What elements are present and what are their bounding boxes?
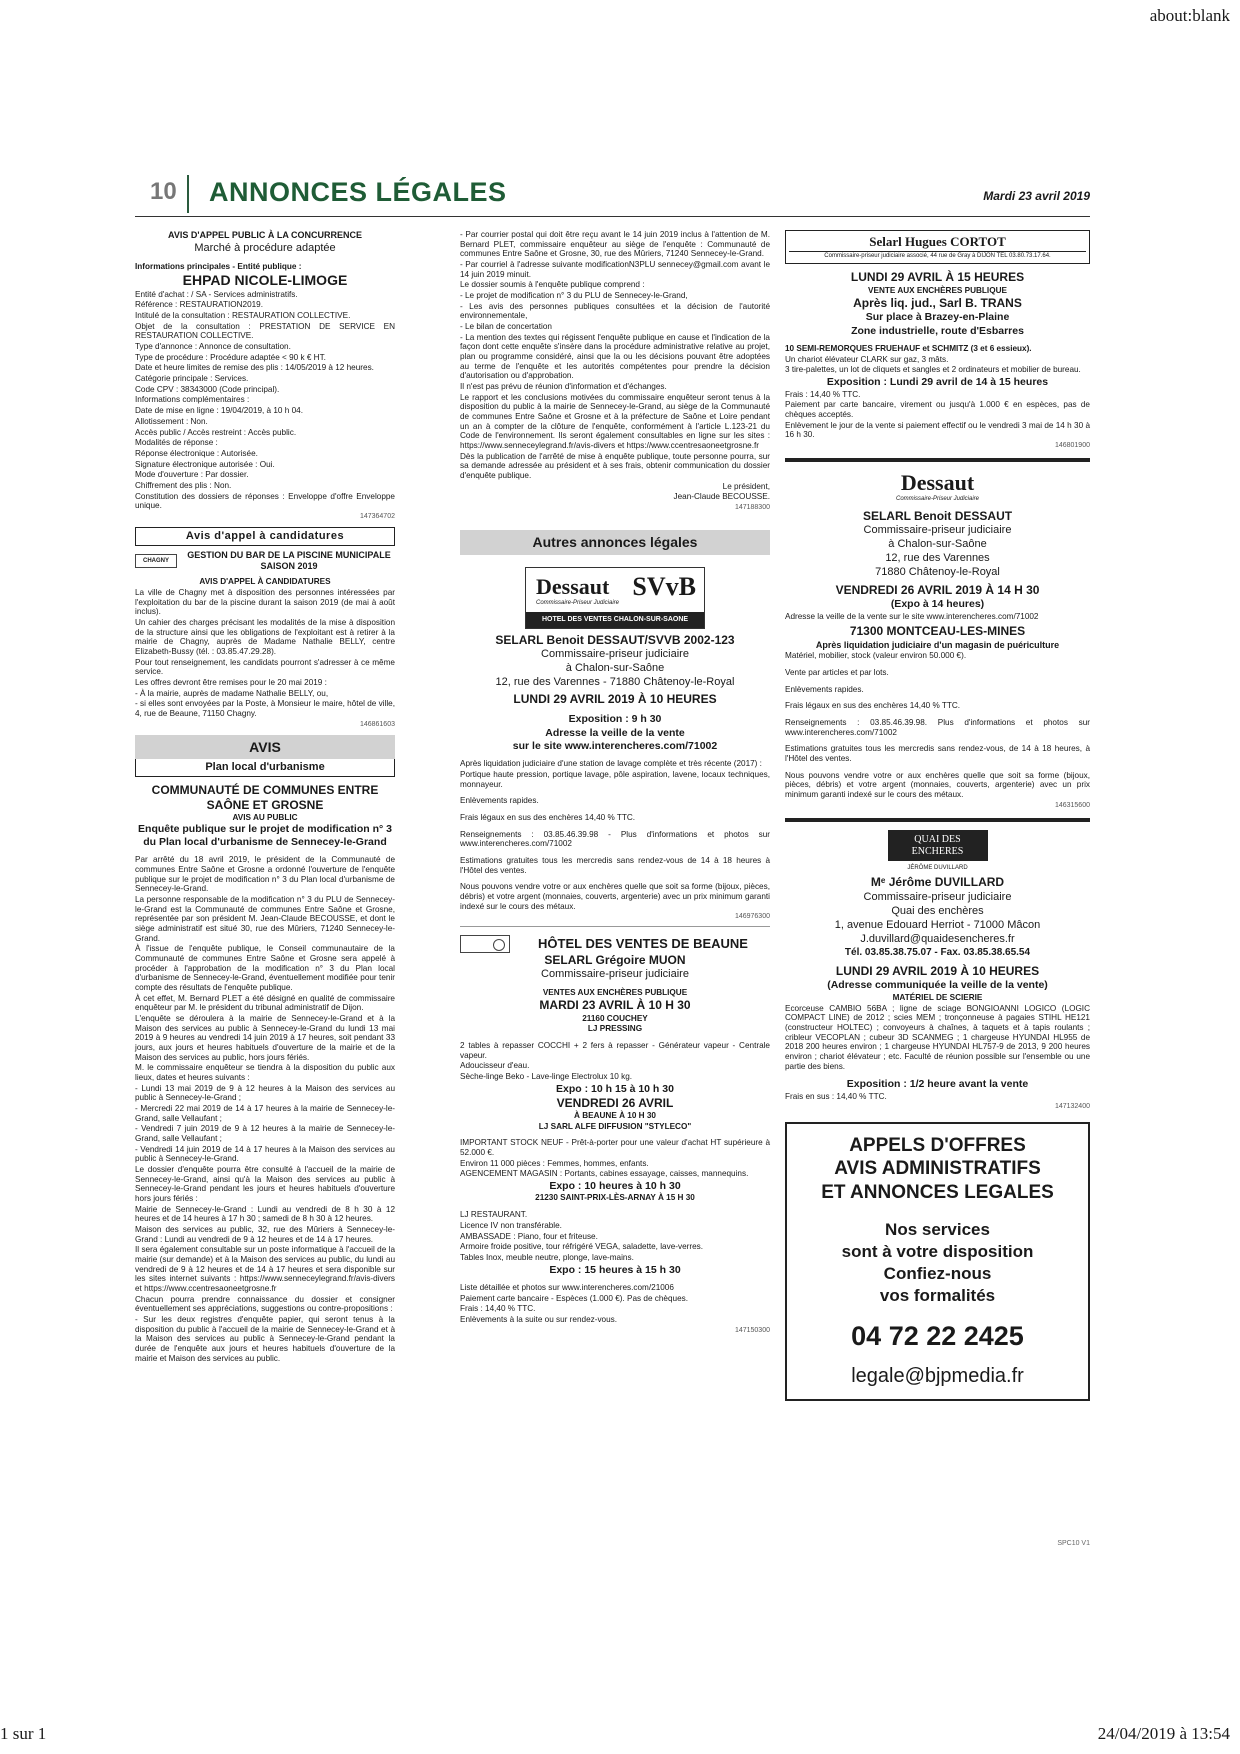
ad-paragraph: À l'issue de l'enquête publique, le Conseil communautaire de la Communauté de communes Entre Saône et Grosne sera appelé à procéder à l'approbation de la modification n° 3 du Plan local d'urbanisme de Sennecey-le-Grand, éventuellement modifiée pour tenir compte des résultats de l'enquête publique. (135, 944, 395, 992)
ad-paragraph: La ville de Chagny met à disposition des personnes intéressées par l'exploitation du bar de la piscine durant la saison 2019 (de mai à août inclus). (135, 587, 395, 617)
ad-reference: 146861603 (359, 720, 395, 728)
ad-paragraph: M. le commissaire enquêteur se tiendra à la disposition du public aux lieux, dates et heures suivants : (135, 1063, 395, 1082)
issue-date: Mardi 23 avril 2019 (983, 189, 1090, 203)
ad-paragraph: Frais en sus : 14,40 % TTC. (785, 1091, 887, 1101)
advert-line: vos formalités (879, 1286, 996, 1306)
column-3 (785, 230, 1090, 1401)
ad-reference: 147132400 (1054, 1103, 1090, 1111)
bjp-advert (785, 1122, 1090, 1401)
ad-paragraph: - Vendredi 7 juin 2019 de 9 à 12 heures à la mairie de Sennecey-le-Grand, salle Vellaufant ; (135, 1124, 395, 1143)
ad-paragraph: Enlèvement le jour de la vente si paiement effectif ou le vendredi 3 mai de 14 h 30 à 16 h 30. (785, 420, 1090, 440)
section-bar-avis: AVIS (135, 735, 395, 760)
ad-line: Informations complémentaires : (135, 395, 250, 405)
auctioneer-address: 12, rue des Varennes (885, 552, 990, 565)
ad-paragraph: Ecorceuse CAMBIO 56BA ; ligne de sciage BONGIOANNI LOGICO (LOGIC COMPACT LINE) de 2012 ; scies MEM ; tronçonneuse à pagaies STIHL HE121 (constructeur HOLTEC) ; convoyeurs à chaînes, à taquets et à tapis roulants ; cribleur VECOPLAN ; cubeur 3D SCANMEG ; 1 chargeuse HYUNDAI HL955 de 2018 200 heures environ ; 1 chargeuse HYUNDAI HL757-9 de 2013, 9 200 heures environ ; chariot élévateur ; etc. Faculté de réunion possible sur l'ensemble ou une partie des biens. (785, 1003, 1090, 1071)
cortot-header (785, 230, 1090, 264)
chagny-header (135, 550, 395, 571)
auctioneer-city: à Chalon-sur-Saône (565, 662, 665, 675)
ad-subtitle: AVIS D'APPEL À CANDIDATURES (199, 577, 331, 587)
ad-paragraph: - si elles sont envoyées par la Poste, à Monsieur le maire, hôtel de ville, 4, rue de Beaune, 71150 Chagny. (135, 699, 395, 719)
ad-paragraph: Renseignements : 03.85.46.39.98 - Plus d'informations et photos sur www.interencheres.com/71002 (460, 829, 770, 849)
ad-paragraph: Matériel, mobilier, stock (valeur environ 50.000 €). (785, 651, 967, 661)
ad-line: Catégorie principale : Services. (135, 374, 249, 384)
newspaper-page (135, 175, 1090, 1555)
auctioneer-role: Commissaire-priseur judiciaire (541, 967, 689, 980)
sale-date: VENDREDI 26 AVRIL 2019 À 14 H 30 (835, 583, 1040, 598)
sale-exposition: Exposition : Lundi 29 avril de 14 à 15 heures (826, 376, 1049, 389)
chagny-logo-icon: CHAGNY (135, 554, 177, 568)
ad-paragraph: Frais légaux en sus des enchères 14,40 % TTC. (785, 701, 961, 711)
section-box-plu: Plan local d'urbanisme (135, 759, 395, 777)
entity-name: EHPAD NICOLE-LIMOGE (182, 272, 348, 289)
ad-paragraph: Sèche-linge Beko - Lave-linge Electrolux 10 kg. (460, 1071, 633, 1081)
ad-paragraph: Enlèvements à la suite ou sur rendez-vous. (460, 1314, 618, 1324)
sale-location: 71300 MONTCEAU-LES-MINES (849, 624, 1026, 639)
sale-location: 21230 SAINT-PRIX-LÈS-ARNAY À 15 H 30 (535, 1193, 695, 1203)
beaune-logo-icon (460, 935, 510, 953)
auction-house-name: Quai des enchères (891, 904, 984, 917)
ad-paragraph: - Par courriel à l'adresse suivante modificationN3PLU sennecey@gmail.com avant le 14 juin 2019 minuit. (460, 260, 770, 279)
ad-paragraph: Un cahier des charges précisant les modalités de la mise à disposition de la structure ainsi que les obligations de l'exploitant est à retirer à la mairie de Chagny, auprès de Madame Nathalie BELLY, centre Elizabeth-Bussy (tél. : 03.85.47.29.28). (135, 618, 395, 657)
ad-paragraph: Le dossier soumis à l'enquête publique comprend : (460, 280, 645, 290)
ad-line: Allotissement : Non. (135, 416, 208, 426)
advert-title: ET ANNONCES LEGALES (821, 1182, 1054, 1204)
advert-body (795, 1219, 1080, 1307)
sale-address-note: (Adresse communiquée la veille de la vente) (827, 979, 1048, 992)
dessaut-logo-sub: Commissaire-Priseur Judiciaire (536, 599, 620, 606)
sale-place: Sur place à Brazey-en-Plaine (865, 311, 1010, 324)
ad-paragraph: Liste détaillée et photos sur www.interencheres.com/21006 (460, 1282, 674, 1292)
sale-date: VENDREDI 26 AVRIL (556, 1095, 674, 1110)
ad-paragraph: Paiement carte bancaire - Espèces (1.000 €). Pas de chèques. (460, 1293, 689, 1303)
ad-line: Entité d'achat : / SA - Services administratifs. (135, 289, 298, 299)
auctioneer-address: 1, avenue Edouard Herriot - 71000 Mâcon (834, 918, 1041, 931)
ad-paragraph: Tables Inox, meuble neutre, plonge, lave-mains. (460, 1252, 634, 1262)
auction-house-name: HÔTEL DES VENTES DE BEAUNE (538, 935, 748, 951)
ad-paragraph: Adoucisseur d'eau. (460, 1061, 530, 1071)
ad-subtitle: Marché à procédure adaptée (194, 241, 336, 254)
ad-line: Date et heure limites de remise des plis : 14/05/2019 à 12 heures. (135, 363, 374, 373)
ad-paragraph: - La mention des textes qui régissent l'enquête publique en cause et l'indication de la façon dont cette enquête s'insère dans la procédure administrative relative au projet, plan ou programme considéré, ainsi que la ou les décisions pouvant être adoptées au terme de l'enquête et les autorités compétentes pour prendre la décision d'autorisation ou d'approbation. (460, 332, 770, 381)
advert-title: AVIS ADMINISTRATIFS (834, 1158, 1041, 1180)
section-box-candidatures: Avis d'appel à candidatures (135, 527, 395, 546)
dessaut-logo (785, 470, 1090, 503)
ad-line: Signature électronique autorisée : Oui. (135, 459, 275, 469)
dessaut-svvb-logo (525, 567, 705, 629)
auctioneer-name: SELARL Benoit DESSAUT/SVVB 2002-123 (495, 632, 735, 647)
ad-paragraph: 3 tire-palettes, un lot de cliquets et sangles et 2 ordinateurs et mobilier de bureau. (785, 365, 1081, 375)
ad-paragraph: Adresse la veille de la vente sur le site www.interencheres.com/71002 (785, 611, 1039, 621)
sale-exposition: Expo : 10 heures à 10 h 30 (549, 1180, 681, 1193)
auctioneer-name: SELARL Grégoire MUON (544, 952, 686, 967)
quais-logo: QUAI DES ENCHERES (888, 830, 988, 862)
ad-line: Date de mise en ligne : 19/04/2019, à 10 h 04. (135, 406, 303, 416)
ad-reference: 146801900 (1054, 441, 1090, 449)
signature: Le président, (722, 481, 770, 491)
auctioneer-name: SELARL Benoit DESSAUT (862, 509, 1013, 524)
auctioneer-role: Commissaire-priseur judiciaire (863, 524, 1012, 537)
ad-paragraph: - Le projet de modification n° 3 du PLU de Sennecey-le-Grand, (460, 291, 688, 301)
signature: Jean-Claude BECOUSSE. (673, 492, 770, 502)
ad-reference: 146976300 (734, 913, 770, 921)
ad-line: Modalités de réponse : (135, 438, 218, 448)
ad-paragraph: - Le bilan de concertation (460, 322, 552, 332)
column-2 (460, 230, 770, 1336)
page-number: 10 (150, 178, 177, 205)
ad-paragraph: Portique haute pression, portique lavage, pôle aspiration, lavene, locaux techniques, monnayeur. (460, 769, 770, 789)
sale-lot: LJ PRESSING (587, 1024, 643, 1034)
ad-paragraph: - Par courrier postal qui doit être reçu avant le 14 juin 2019 inclus à l'attention de M. Bernard PLET, commissaire enquêteur au siège de l'enquête : Communauté de communes Entre Saône et Grosne, 30, rue des Mûriers, 71240 Sennecey-le-Grand. (460, 230, 770, 259)
ad-line: Référence : RESTAURATION2019. (135, 300, 264, 310)
sale-exposition: Expo : 10 h 15 à 10 h 30 (556, 1082, 674, 1095)
ad-paragraph: Vente par articles et par lots. (785, 667, 889, 677)
sale-site: sur le site www.interencheres.com/71002 (512, 739, 718, 752)
ad-paragraph: Maison des services au public, 32, rue des Mûriers à Sennecey-le-Grand : Lundi au vendredi de 9 à 12 heures et de 14 à 17 heures. (135, 1225, 395, 1244)
ad-paragraph: Enlèvements rapides. (460, 796, 539, 806)
ad-line: Type d'annonce : Annonce de consultation. (135, 342, 291, 352)
auctioneer-phone: Tél. 03.85.38.75.07 - Fax. 03.85.38.65.54 (844, 946, 1031, 958)
ad-paragraph: La personne responsable de la modification n° 3 du PLU de Sennecey-le-Grand est la Communauté de communes Entre Saône et Grosne, représentée par son président M. Jean-Claude BECOUSSE, et dont le siège administratif est situé 30, rue des Mûriers, 71240 Sennecey-le-Grand. (135, 894, 395, 943)
ad-line: Objet de la consultation : PRESTATION DE SERVICE EN RESTAURATION COLLECTIVE. (135, 321, 395, 341)
masthead (135, 175, 1090, 217)
auctioneer-name: Mᵉ Jérôme DUVILLARD (870, 875, 1005, 890)
ad-paragraph: Il sera également consultable sur un poste informatique à l'accueil de la mairie (sur demande) et à la Maison des services au public, du lundi au vendredi de 9 à 12 heures et de 14 à 17 heures et sera disponible sur les sites internet suivants : https://www.senneceylegrand.fr/avis-divers et https://www.ccentresaoneetgrosne.fr (135, 1245, 395, 1294)
svvb-logo-text: SVvB (632, 571, 696, 601)
auctioneer-details: Commissaire-priseur judiciaire associé, 44 rue de Gray à DIJON TEL 03.80.73.17.64. (789, 251, 1086, 260)
ad-title: COMMUNAUTÉ DE COMMUNES ENTRE SAÔNE ET GROSNE (151, 783, 379, 812)
sale-date: MARDI 23 AVRIL À 10 H 30 (539, 998, 691, 1013)
ad-line: Intitulé de la consultation : RESTAURATION COLLECTIVE. (135, 311, 351, 321)
ad-paragraph: - À la mairie, auprès de madame Nathalie BELLY, ou, (135, 688, 329, 698)
advert-phone: 04 72 22 2425 (851, 1321, 1024, 1352)
ad-paragraph: AMBASSADE : Piano, four et friteuse. (460, 1231, 598, 1241)
browser-footer-timestamp: 24/04/2019 à 13:54 (1097, 1724, 1230, 1743)
ad-line: Accès public / Accès restreint : Accès public. (135, 427, 297, 437)
advert-line: sont à votre disposition (841, 1241, 1034, 1261)
ad-paragraph: Dès la publication de l'arrêté de mise à enquête publique, toute personne pourra, sur sa demande adressée au président et à ses frais, obtenir communication du dossier d'enquête publique. (460, 451, 770, 481)
ad-line: Mode d'ouverture : Par dossier. (135, 470, 249, 480)
advert-line: Nos services (885, 1219, 990, 1239)
ad-paragraph: Frais : 14,40 % TTC. (460, 1304, 536, 1314)
sale-exposition: (Expo à 14 heures) (890, 598, 985, 611)
ad-line: Code CPV : 38343000 (Code principal). (135, 384, 280, 394)
ad-paragraph: L'enquête se déroulera à la mairie de Sennecey-le-Grand et à la Maison des services au public à Sennecey-le-Grand du lundi 13 mai 2019 à 9 heures au vendredi 14 juin 2019 à 17 heures, soit pendant 33 jours, aux jours et heures habituels d'ouverture de la mairie et de la Maison des services au public, hors jours fériés. (135, 1013, 395, 1062)
ad-headline: Enquête publique sur le projet de modification n° 3 du Plan local d'urbanisme de Sennecey-le-Grand (138, 823, 392, 848)
ad-paragraph: Estimations gratuites tous les mercredis sans rendez-vous, de 14 à 18 heures, à l'Hôtel des ventes. (785, 744, 1090, 763)
ad-paragraph: Après liquidation judiciaire d'une station de lavage complète et très récente (2017) : (460, 759, 762, 769)
advert-email: legale@bjpmedia.fr (851, 1365, 1024, 1387)
column-1 (135, 230, 395, 1364)
ad-paragraph: - Vendredi 14 juin 2019 de 14 à 17 heures à la Maison des services au public à Sennecey-le-Grand. (135, 1144, 395, 1164)
sale-location: À BEAUNE À 10 H 30 (574, 1111, 656, 1121)
browser-footer-page: 1 sur 1 (0, 1724, 47, 1743)
ad-line: Chiffrement des plis : Non. (135, 480, 232, 490)
ad-paragraph: Paiement par carte bancaire, virement ou jusqu'à 1.000 € en espèces, pas de chèques acceptés. (785, 400, 1090, 419)
ad-paragraph: - Sur les deux registres d'enquête papier, qui seront tenus à la disposition du public à l'accueil de la mairie de Sennecey-le-Grand et à la Maison des services au public à Sennecey-le-Grand pendant la durée de l'enquête aux jours et heures habituels d'ouverture de la mairie et Maison des services au public. (135, 1315, 395, 1363)
sale-date: LUNDI 29 AVRIL 2019 À 10 HEURES (835, 964, 1040, 979)
sale-lot: LJ SARL ALFE DIFFUSION "STYLECO" (538, 1121, 692, 1131)
ad-reference: 146315600 (1054, 801, 1090, 809)
sale-location: 21160 COUCHEY (582, 1013, 648, 1023)
ad-paragraph: - Mercredi 22 mai 2019 de 14 à 17 heures à la mairie de Sennecey-le-Grand, salle Vellaufant ; (135, 1103, 395, 1123)
dessaut-logo-text: Dessaut (536, 573, 610, 599)
ad-paragraph: Les offres devront être remises pour le 20 mai 2019 : (135, 678, 327, 688)
ad-paragraph: Chacun pourra prendre connaissance du dossier et consigner éventuellement ses appréciations, suggestions ou contre-propositions : (135, 1294, 395, 1314)
ad-paragraph: Licence IV non transférable. (460, 1220, 562, 1230)
advert-line: Confiez-nous (883, 1263, 992, 1283)
section-title: ANNONCES LÉGALES (209, 177, 507, 207)
sale-exposition: Exposition : 9 h 30 (568, 713, 662, 726)
auctioneer-role: Commissaire-priseur judiciaire (541, 648, 689, 661)
sale-after: Après liquidation judiciaire d'un magasin de puériculture (815, 639, 1060, 650)
ad-paragraph: Estimations gratuites tous les mercredis sans rendez-vous de 14 à 18 heures à l'Hôtel des ventes. (460, 855, 770, 875)
ad-paragraph: Le dossier d'enquête pourra être consulté à l'accueil de la mairie de Sennecey-le-Grand, ainsi qu'à la Maison des services au public à Sennecey-le-Grand pendant les jours et heures habituels d'ouverture hors jours fériés : (135, 1165, 395, 1204)
ad-reference: 147150300 (734, 1326, 770, 1334)
auctioneer-city: à Chalon-sur-Saône (888, 538, 987, 551)
browser-title: about:blank (1149, 6, 1230, 25)
quais-logo-sub: JÉRÔME DUVILLARD (907, 865, 968, 872)
ad-paragraph: Frais : 14,40 % TTC. (785, 389, 861, 399)
page-footer-code: SPC10 V1 (1057, 1540, 1090, 1547)
auctioneer-role: Commissaire-priseur judiciaire (863, 890, 1012, 903)
sale-address-note: Adresse la veille de la vente (545, 726, 685, 739)
ad-paragraph: Un chariot élévateur CLARK sur gaz, 3 mâts. (785, 354, 949, 364)
ad-paragraph: À cet effet, M. Bernard PLET a été désigné en qualité de commissaire enquêteur par M. le président du tribunal administratif de Dijon. (135, 993, 395, 1013)
ad-line: Informations principales - Entité publique : (135, 261, 302, 271)
ad-paragraph: 10 SEMI-REMORQUES FRUEHAUF et SCHMITZ (3 et 6 essieux). (785, 344, 1032, 354)
ad-paragraph: Armoire froide positive, tour réfrigéré VEGA, saladette, lave-verres. (460, 1242, 703, 1252)
sale-exposition: Exposition : 1/2 heure avant la vente (846, 1078, 1029, 1091)
sale-date: LUNDI 29 AVRIL 2019 À 10 HEURES (513, 691, 717, 706)
ad-paragraph: Il n'est pas prévu de réunion d'information et d'échanges. (460, 382, 667, 392)
auctioneer-name: Selarl Hugues CORTOT (869, 234, 1006, 249)
ad-paragraph: Renseignements : 03.85.46.39.98. Plus d'informations et photos sur www.interencheres.com/71002 (785, 717, 1090, 737)
advert-title: APPELS D'OFFRES (849, 1134, 1026, 1156)
ad-paragraph: IMPORTANT STOCK NEUF - Prêt-à-porter pour une valeur d'achat HT supérieure à 52.000 €. (460, 1138, 770, 1158)
ad-line: Réponse électronique : Autorisée. (135, 448, 258, 458)
ad-paragraph: - Les avis des personnes publiques consultées et la décision de l'autorité environnementale, (460, 301, 770, 321)
ad-paragraph: Pour tout renseignement, les candidats pourront s'adresser à ce même service. (135, 657, 395, 677)
ad-title: GESTION DU BAR DE LA PISCINE MUNICIPALE SAISON 2019 (187, 550, 391, 571)
ad-paragraph: Par arrêté du 18 avril 2019, le président de la Communauté de communes Entre Saône et Grosne a ordonné l'ouverture de l'enquête publique sur le projet de modification n° 3 du Plan local d'urbanisme de Sennecey-le-Grand. (135, 855, 395, 894)
dessaut-logo-text: Dessaut (900, 470, 975, 496)
auctioneer-address: 12, rue des Varennes - 71880 Châtenoy-le-Royal (495, 676, 735, 688)
auctioneer-address: 71880 Châtenoy-le-Royal (875, 566, 1000, 579)
beaune-header (460, 935, 770, 953)
auctioneer-email: J.duvillard@quaidesencheres.fr (860, 932, 1015, 945)
ad-paragraph: 2 tables à repasser COCCHI + 2 fers à repasser - Générateur vapeur - Centrale vapeur. (460, 1040, 770, 1060)
ad-paragraph: Mairie de Sennecey-le-Grand : Lundi au vendredi de 8 h 30 à 12 heures et de 14 heures à 17 h 30 ; samedi de 8 h 30 à 12 heures. (135, 1204, 395, 1224)
section-bar-autres: Autres annonces légales (460, 530, 770, 555)
dessaut-logo-sub: Commissaire-Priseur Judiciaire (895, 496, 980, 503)
ad-paragraph: LJ RESTAURANT. (460, 1210, 528, 1220)
ad-paragraph: Nous pouvons vendre votre or aux enchères quelle que soit sa forme (bijoux, pièces, débris) et votre argent (monnaies, couverts, argenterie) avec un prix minimum garanti indexé sur le cours des métaux. (785, 770, 1090, 799)
sale-type: VENTES AUX ENCHÈRES PUBLIQUE (542, 987, 688, 997)
sale-place: Zone industrielle, route d'Esbarres (851, 324, 1024, 337)
ad-title: AVIS D'APPEL PUBLIC À LA CONCURRENCE (168, 230, 362, 240)
ad-paragraph: Frais légaux en sus des enchères 14,40 % TTC. (460, 812, 636, 822)
sale-category: MATÉRIEL DE SCIERIE (892, 992, 983, 1002)
ad-paragraph: Environ 11 000 pièces : Femmes, hommes, enfants. (460, 1158, 649, 1168)
ad-subtitle: AVIS AU PUBLIC (232, 812, 298, 822)
sale-date: LUNDI 29 AVRIL À 15 HEURES (850, 270, 1025, 285)
ad-paragraph: Le rapport et les conclusions motivées du commissaire enquêteur seront tenus à la disposition du public à la mairie de Sennecey-le-Grand, au siège de la Communauté de communes Entre Saône et Grosne et à la préfecture de Saône et Loire pendant un an à compter de la clôture de l'enquête, conformément à l'article L.123-21 du Code de l'environnement. Ils seront également consultables en ligne sur les sites : https://www.senneceylegrand.fr/avis-divers et https://www.ccentresaoneetgrosne.fr (460, 392, 770, 451)
ad-paragraph: Nous pouvons vendre votre or aux enchères quelle que soit sa forme (bijoux, pièces, débris) et votre argent (monnaies, couverts, argenterie) avec un prix minimum garanti indexé sur le cours des métaux. (460, 882, 770, 911)
ad-line: Type de procédure : Procédure adaptée < 90 k € HT. (135, 352, 326, 362)
masthead-separator (187, 175, 189, 213)
sale-exposition: Expo : 15 heures à 15 h 30 (549, 1263, 681, 1276)
ad-paragraph: AGENCEMENT MAGASIN : Portants, cabines essayage, caisses, mannequins. (460, 1169, 749, 1179)
logo-strip: HOTEL DES VENTES CHALON-SUR-SAONE (526, 612, 704, 628)
sale-after: Après liq. jud., Sarl B. TRANS (853, 296, 1022, 311)
ad-paragraph: Enlèvements rapides. (785, 684, 864, 694)
sale-type: VENTE AUX ENCHÈRES PUBLIQUE (868, 285, 1007, 295)
ad-paragraph: - Lundi 13 mai 2019 de 9 à 12 heures à la Maison des services au public à Sennecey-le-Grand ; (135, 1083, 395, 1103)
ad-reference: 147188300 (734, 504, 770, 512)
ad-reference: 147364702 (359, 512, 395, 520)
ad-line: Constitution des dossiers de réponses : Enveloppe d'offre Enveloppe unique. (135, 491, 395, 511)
